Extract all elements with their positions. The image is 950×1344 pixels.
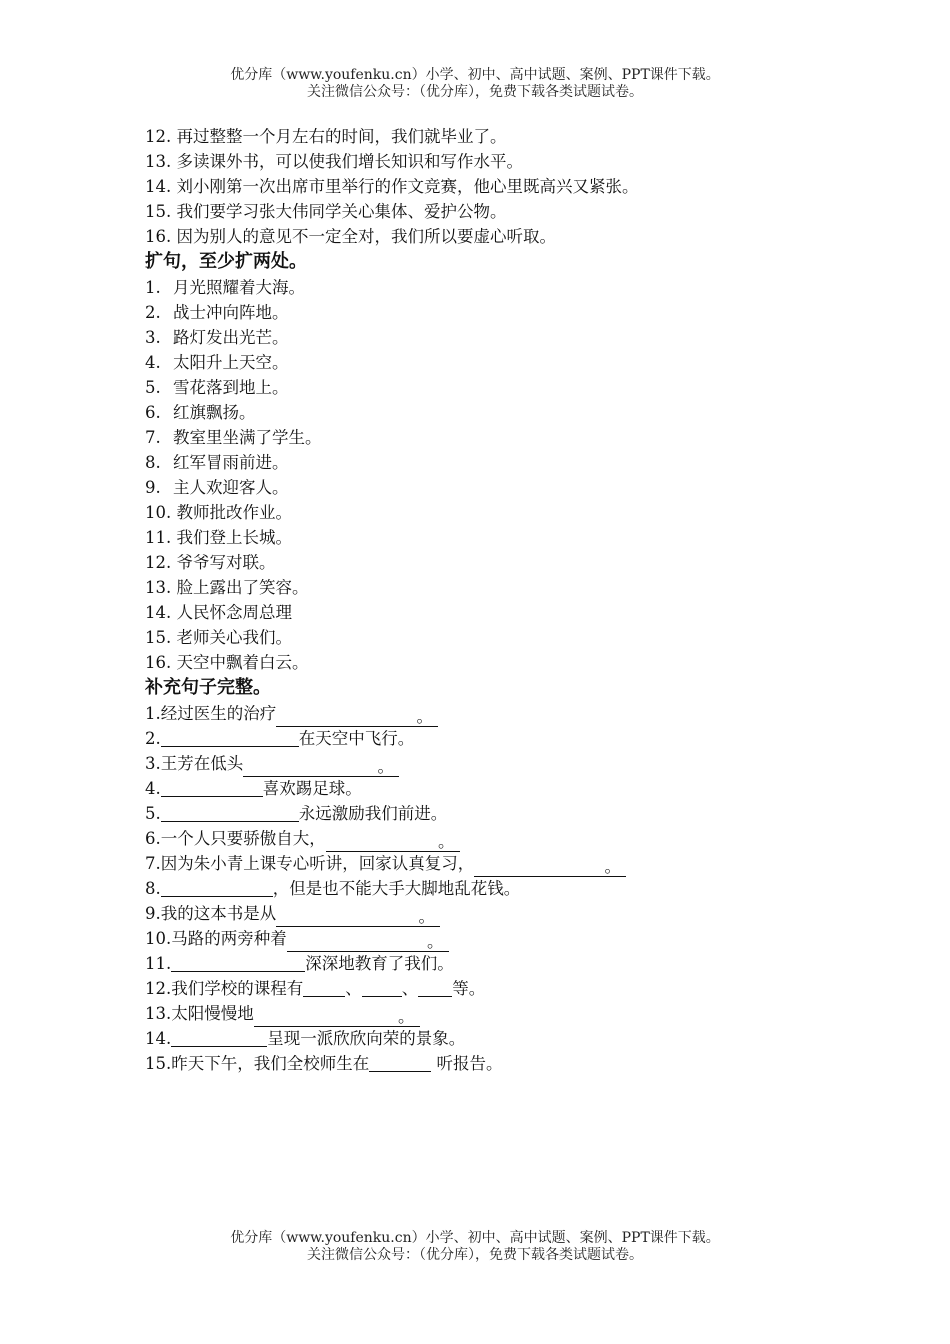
fill-blank[interactable]: 。 [326, 832, 460, 852]
fill-blank[interactable]: 。 [276, 907, 440, 927]
expand-sentence-list [145, 275, 845, 675]
worksheet-body [145, 124, 845, 1076]
complete-sentence-list [145, 701, 845, 1076]
list-item: 13. 多读课外书，可以使我们增长知识和写作水平。 [145, 152, 523, 171]
list-item: 15.昨天下午，我们全校师生在 听报告。 [145, 1054, 503, 1073]
list-item: 5. 永远激励我们前进。 [145, 804, 448, 823]
list-item: 15. 我们要学习张大伟同学关心集体、爱护公物。 [145, 202, 507, 221]
list-item: 10. 教师批改作业。 [145, 503, 292, 522]
list-item: 6.一个人只要骄傲自大， 。 [145, 826, 845, 851]
list-item: 6. 红旗飘扬。 [145, 403, 256, 422]
fill-blank[interactable]: 。 [276, 707, 438, 727]
list-item: 2. 在天空中飞行。 [145, 729, 415, 748]
list-item: 11. 我们登上长城。 [145, 528, 292, 547]
section-title-complete: 补充句子完整。 [145, 677, 271, 698]
list-item: 1. 月光照耀着大海。 [145, 278, 305, 297]
fill-blank[interactable]: 。 [474, 857, 626, 877]
fill-blank[interactable] [369, 1052, 431, 1072]
fill-blank[interactable] [161, 802, 299, 822]
list-item: 8. ，但是也不能大手大脚地乱花钱。 [145, 879, 521, 898]
fill-blank[interactable] [362, 977, 402, 997]
header-line-1: 优分库（www.youfenku.cn）小学、初中、高中试题、案例、PPT课件下载。 [230, 67, 720, 83]
list-item: 14. 呈现一派欣欣向荣的景象。 [145, 1029, 466, 1048]
page-header [0, 67, 950, 101]
list-item: 9. 主人欢迎客人。 [145, 478, 289, 497]
list-item: 10.马路的两旁种着 。 [145, 926, 845, 951]
list-item: 15. 老师关心我们。 [145, 628, 292, 647]
list-item: 12. 爷爷写对联。 [145, 553, 276, 572]
fill-blank[interactable]: 。 [287, 932, 449, 952]
list-item: 14. 人民怀念周总理 [145, 603, 292, 622]
fill-blank[interactable]: 。 [254, 1007, 420, 1027]
fill-blank[interactable] [418, 977, 452, 997]
fill-blank[interactable] [161, 727, 299, 747]
list-item: 4. 太阳升上天空。 [145, 353, 289, 372]
list-item: 3. 路灯发出光芒。 [145, 328, 289, 347]
section-title-expand: 扩句，至少扩两处。 [145, 251, 307, 272]
list-item: 16. 天空中飘着白云。 [145, 653, 309, 672]
list-item: 14. 刘小刚第一次出席市里举行的作文竞赛，他心里既高兴又紧张。 [145, 177, 639, 196]
list-item: 2. 战士冲向阵地。 [145, 303, 289, 322]
fill-blank[interactable] [171, 952, 305, 972]
fill-blank[interactable] [303, 977, 345, 997]
list-item: 4. 喜欢踢足球。 [145, 779, 362, 798]
list-item: 5. 雪花落到地上。 [145, 378, 289, 397]
list-item: 12.我们学校的课程有 、 、 等。 [145, 979, 486, 998]
list-item: 7.因为朱小青上课专心听讲，回家认真复习， 。 [145, 851, 845, 876]
list-item: 11. 深深地教育了我们。 [145, 954, 454, 973]
list-item: 3.王芳在低头 。 [145, 751, 845, 776]
list-item: 16. 因为别人的意见不一定全对，我们所以要虚心听取。 [145, 227, 556, 246]
list-item: 1.经过医生的治疗 。 [145, 701, 845, 726]
fill-blank[interactable] [161, 877, 273, 897]
fill-blank[interactable] [161, 777, 263, 797]
page-footer [0, 1230, 950, 1264]
list-item: 9.我的这本书是从 。 [145, 901, 845, 926]
sentence-correction-list [145, 124, 845, 249]
list-item: 7. 教室里坐满了学生。 [145, 428, 322, 447]
footer-line-2: 关注微信公众号：（优分库），免费下载各类试题试卷。 [307, 1247, 643, 1263]
list-item: 12. 再过整整一个月左右的时间，我们就毕业了。 [145, 127, 507, 146]
list-item: 13.太阳慢慢地 。 [145, 1001, 845, 1026]
fill-blank[interactable] [171, 1027, 267, 1047]
list-item: 13. 脸上露出了笑容。 [145, 578, 309, 597]
list-item: 8. 红军冒雨前进。 [145, 453, 289, 472]
header-line-2: 关注微信公众号：（优分库），免费下载各类试题试卷。 [307, 84, 643, 100]
footer-line-1: 优分库（www.youfenku.cn）小学、初中、高中试题、案例、PPT课件下载。 [230, 1230, 720, 1246]
fill-blank[interactable]: 。 [243, 757, 399, 777]
